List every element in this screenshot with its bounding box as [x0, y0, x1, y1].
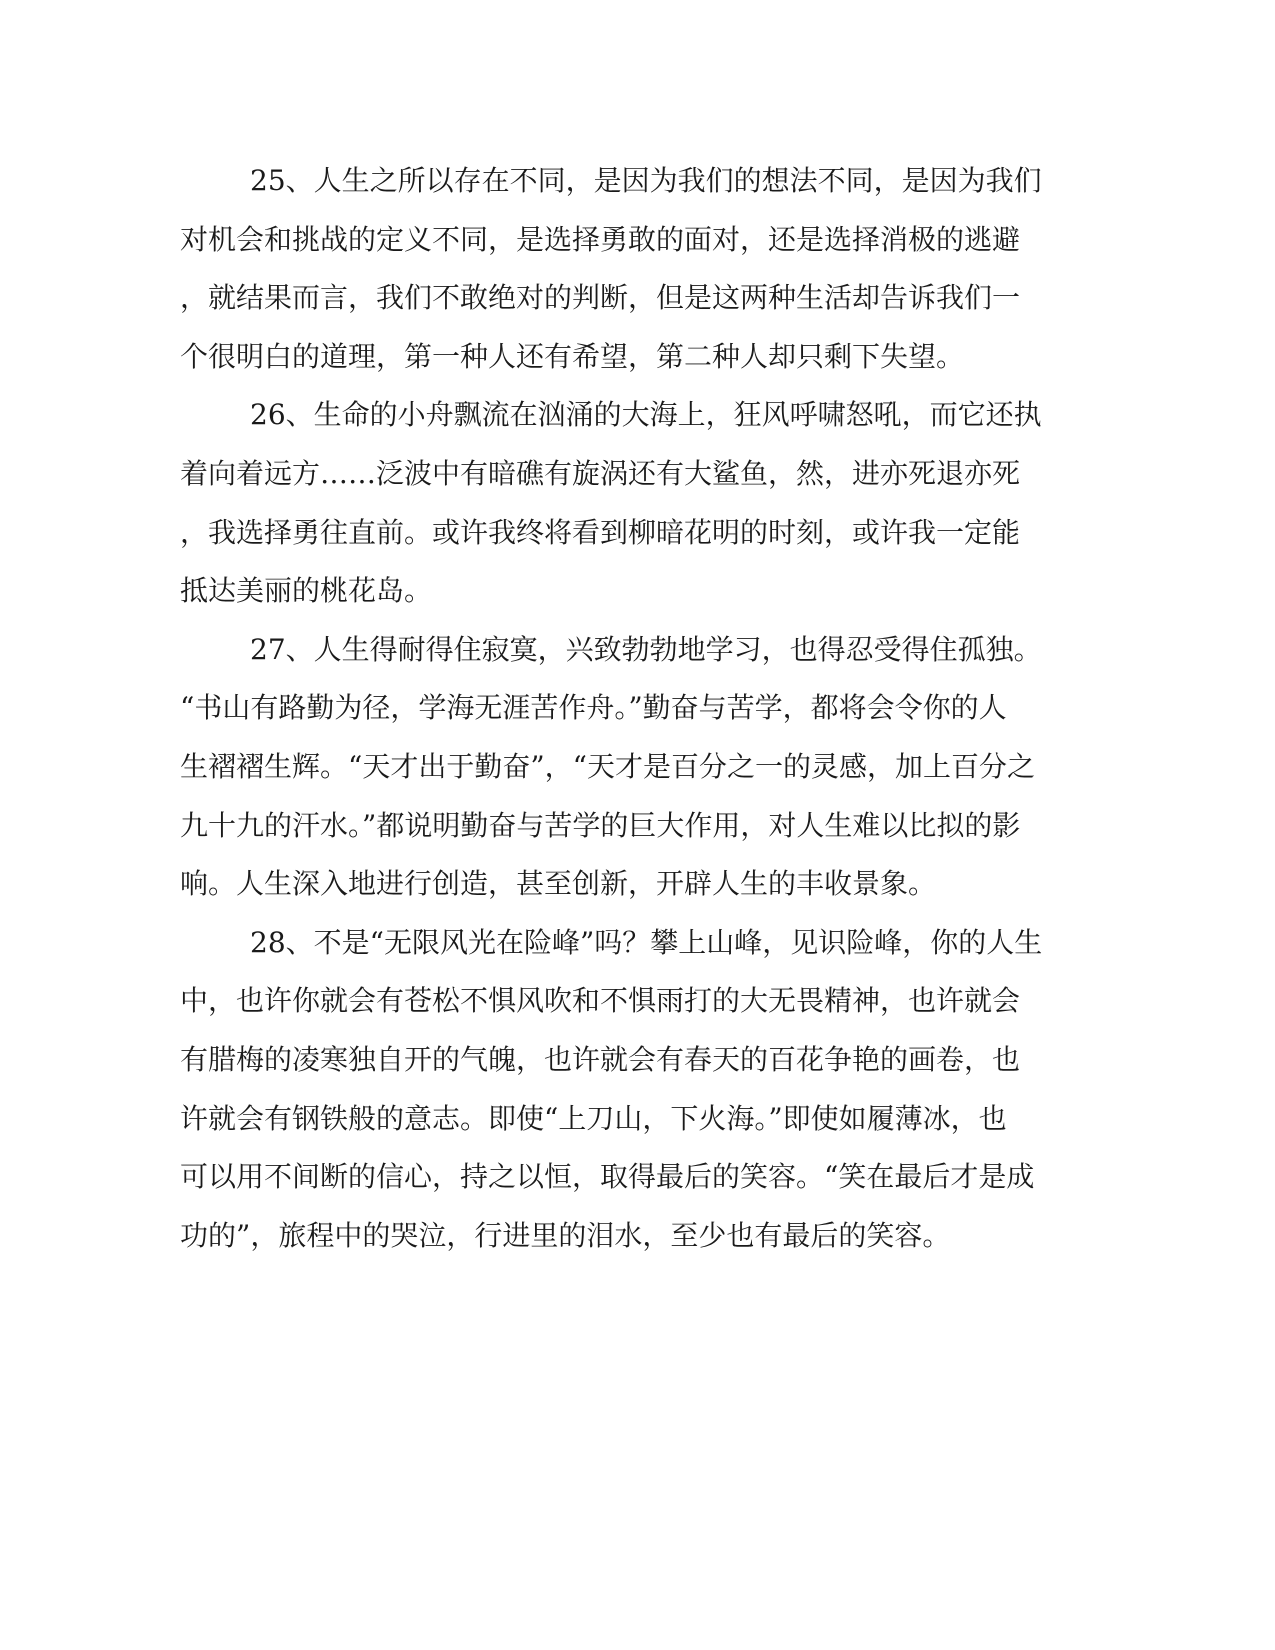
text-line: 抵达美丽的桃花岛。 — [180, 574, 433, 608]
text-line: 着向着远方……泛波中有暗礁有旋涡还有大鲨鱼，然，进亦死退亦死 — [180, 456, 1021, 490]
text-line: 生褶褶生辉。“天才出于勤奋”，“天才是百分之一的灵感，加上百分之 — [180, 749, 1035, 783]
text-line: 25、人生之所以存在不同，是因为我们的想法不同，是因为我们 — [250, 164, 1042, 197]
text-line: ，就结果而言，我们不敢绝对的判断，但是这两种生活却告诉我们一 — [180, 281, 1021, 315]
text-line: 响。人生深入地进行创造，甚至创新，开辟人生的丰收景象。 — [180, 867, 937, 901]
text-line: 27、人生得耐得住寂寞，兴致勃勃地学习，也得忍受得住孤独。 — [250, 632, 1042, 666]
document-body — [180, 152, 1043, 1265]
text-line: 中，也许你就会有苍松不惧风吹和不惧雨打的大无畏精神，也许就会 — [180, 984, 1021, 1018]
text-line: “书山有路勤为径，学海无涯苦作舟。”勤奋与苦学，都将会令你的人 — [180, 691, 1007, 725]
text-line: ，我选择勇往直前。或许我终将看到柳暗花明的时刻，或许我一定能 — [180, 515, 1021, 549]
text-line: 个很明白的道理，第一种人还有希望，第二种人却只剩下失望。 — [180, 339, 965, 373]
text-line: 可以用不间断的信心，持之以恒，取得最后的笑容。“笑在最后才是成 — [180, 1160, 1035, 1194]
paragraph-25 — [180, 152, 1040, 386]
paragraph-27 — [180, 621, 1040, 914]
text-line: 许就会有钢铁般的意志。即使“上刀山，下火海。”即使如履薄冰，也 — [180, 1101, 1007, 1135]
text-line: 28、不是“无限风光在险峰”吗？攀上山峰，见识险峰，你的人生 — [250, 925, 1043, 959]
text-line: 九十九的汗水。”都说明勤奋与苦学的巨大作用，对人生难以比拟的影 — [180, 808, 1021, 842]
text-line: 对机会和挑战的定义不同，是选择勇敢的面对，还是选择消极的逃避 — [180, 222, 1021, 256]
text-line: 有腊梅的凌寒独自开的气魄，也许就会有春天的百花争艳的画卷，也 — [180, 1042, 1021, 1076]
paragraph-28 — [180, 914, 1043, 1266]
text-line: 功的”，旅程中的哭泣，行进里的泪水，至少也有最后的笑容。 — [180, 1218, 951, 1252]
text-line: 26、生命的小舟飘流在汹涌的大海上，狂风呼啸怒吼，而它还执 — [250, 398, 1042, 432]
paragraph-26 — [180, 386, 1040, 620]
